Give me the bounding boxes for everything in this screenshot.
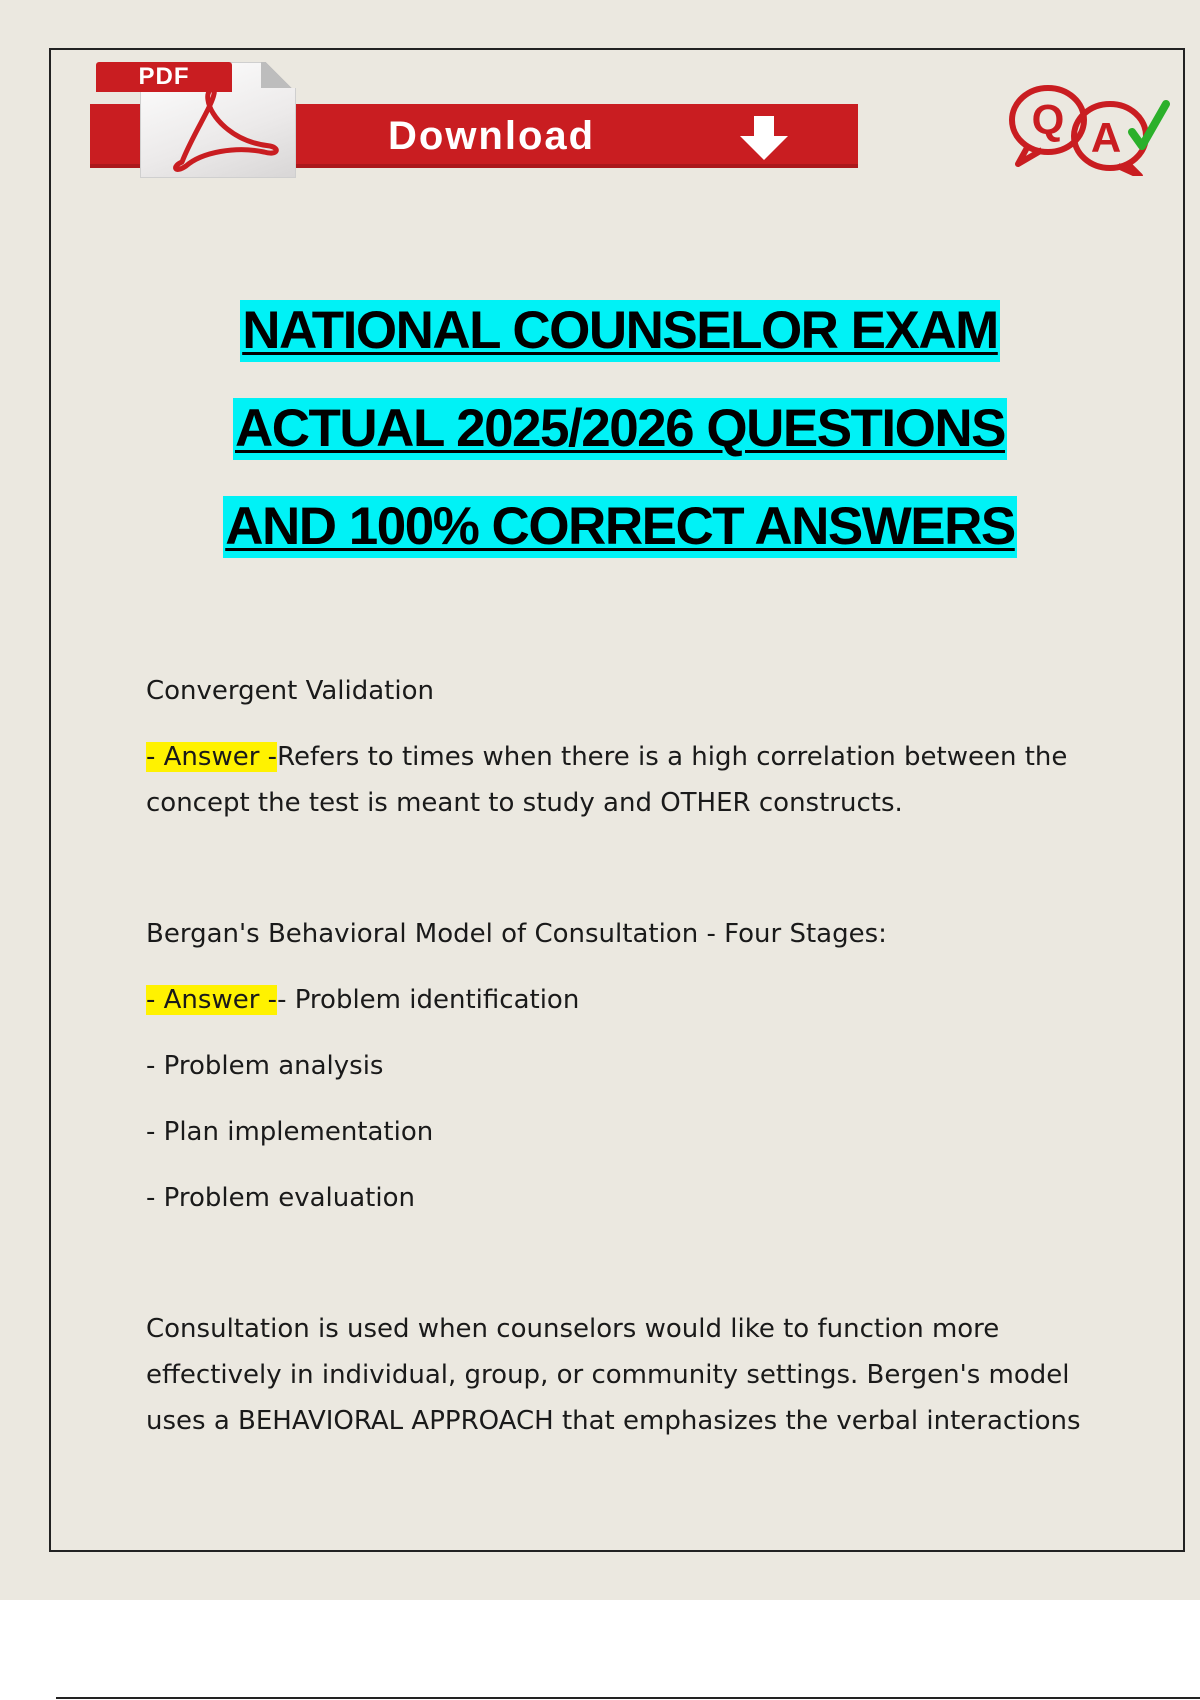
page-divider xyxy=(56,1697,1200,1699)
answer-1-line-1 xyxy=(146,734,1067,780)
answer-2-item-1: - Problem identification xyxy=(277,985,580,1015)
pdf-download-banner[interactable] xyxy=(90,60,870,180)
answer-2-item-2: - Problem analysis xyxy=(146,1051,384,1081)
download-arrow-icon xyxy=(736,114,792,162)
answer-2-line-1 xyxy=(146,977,579,1023)
answer-2-item-4: - Problem evaluation xyxy=(146,1183,415,1213)
logo-q: Q xyxy=(1031,96,1065,143)
title-line-3: AND 100% CORRECT ANSWERS xyxy=(225,497,1015,556)
title-line-1: NATIONAL COUNSELOR EXAM xyxy=(242,301,998,360)
paragraph-line-3: uses a BEHAVIORAL APPROACH that emphasizes the verbal interactions xyxy=(146,1406,1081,1436)
paragraph-line-2: effectively in individual, group, or community settings. Bergen's model xyxy=(146,1360,1070,1390)
logo-a: A xyxy=(1090,114,1122,161)
answer-2-item-3: - Plan implementation xyxy=(146,1117,434,1147)
answer-1-line-2: concept the test is meant to study and OTHER constructs. xyxy=(146,788,903,818)
answer-1-text: Refers to times when there is a high correlation between the xyxy=(277,742,1068,772)
question-1: Convergent Validation xyxy=(146,676,434,706)
checkmark-icon xyxy=(1132,104,1166,146)
title-line-2: ACTUAL 2025/2026 QUESTIONS xyxy=(234,399,1006,458)
paragraph-line-1: Consultation is used when counselors would like to function more xyxy=(146,1314,1000,1344)
answer-marker: - Answer - xyxy=(146,985,278,1015)
download-label: Download xyxy=(388,114,596,158)
answer-marker: - Answer - xyxy=(146,742,278,772)
pdf-label: PDF xyxy=(96,62,232,92)
question-2: Bergan's Behavioral Model of Consultation - Four Stages: xyxy=(146,919,887,949)
page-fold-icon xyxy=(261,62,296,88)
qa-logo-icon xyxy=(1006,80,1172,176)
acrobat-logo-icon xyxy=(152,86,282,172)
document-title xyxy=(60,300,1180,594)
